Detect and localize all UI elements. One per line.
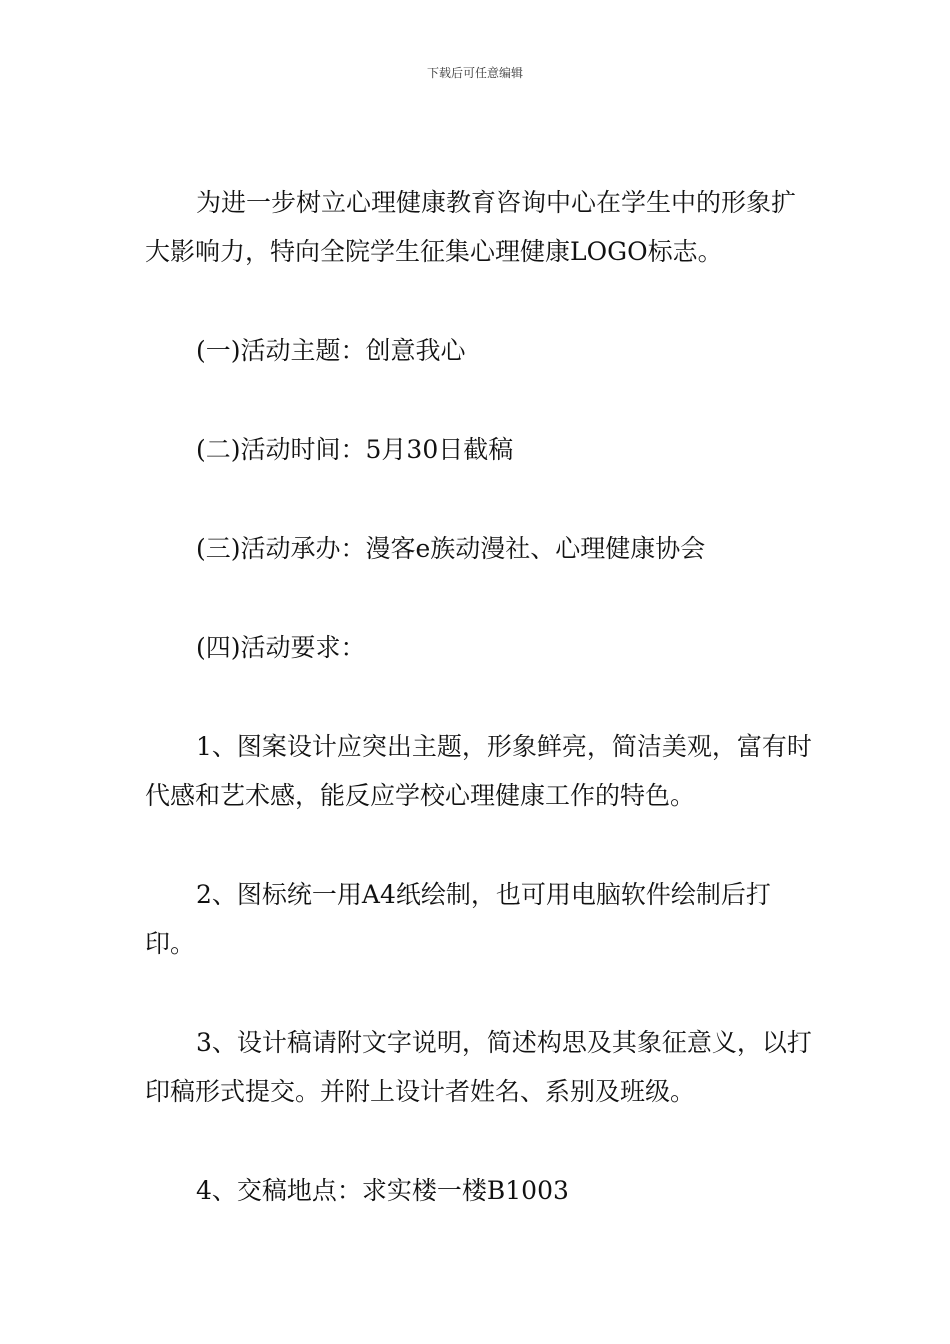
requirement-item-1: 1、图案设计应突出主题，形象鲜亮，简洁美观，富有时代感和艺术感，能反应学校心理健康工作的特色。 <box>145 732 812 810</box>
intro-paragraph: 为进一步树立心理健康教育咨询中心在学生中的形象扩大影响力，特向全院学生征集心理健康LOGO标志。 <box>145 188 797 266</box>
requirement-item-2: 2、图标统一用A4纸绘制，也可用电脑软件绘制后打印。 <box>145 880 771 958</box>
document-body <box>145 178 815 1215</box>
activity-organizer: (三)活动承办：漫客e族动漫社、心理健康协会 <box>196 534 706 563</box>
activity-theme: (一)活动主题：创意我心 <box>196 336 466 365</box>
requirement-item-3: 3、设计稿请附文字说明，简述构思及其象征意义，以打印稿形式提交。并附上设计者姓名、系别及班级。 <box>145 1028 812 1106</box>
activity-deadline: (二)活动时间：5月30日截稿 <box>196 435 514 464</box>
page-header-note: 下载后可任意编辑 <box>426 66 523 80</box>
activity-requirements-heading: (四)活动要求： <box>196 633 366 662</box>
requirement-item-4: 4、交稿地点：求实楼一楼B1003 <box>196 1176 569 1205</box>
